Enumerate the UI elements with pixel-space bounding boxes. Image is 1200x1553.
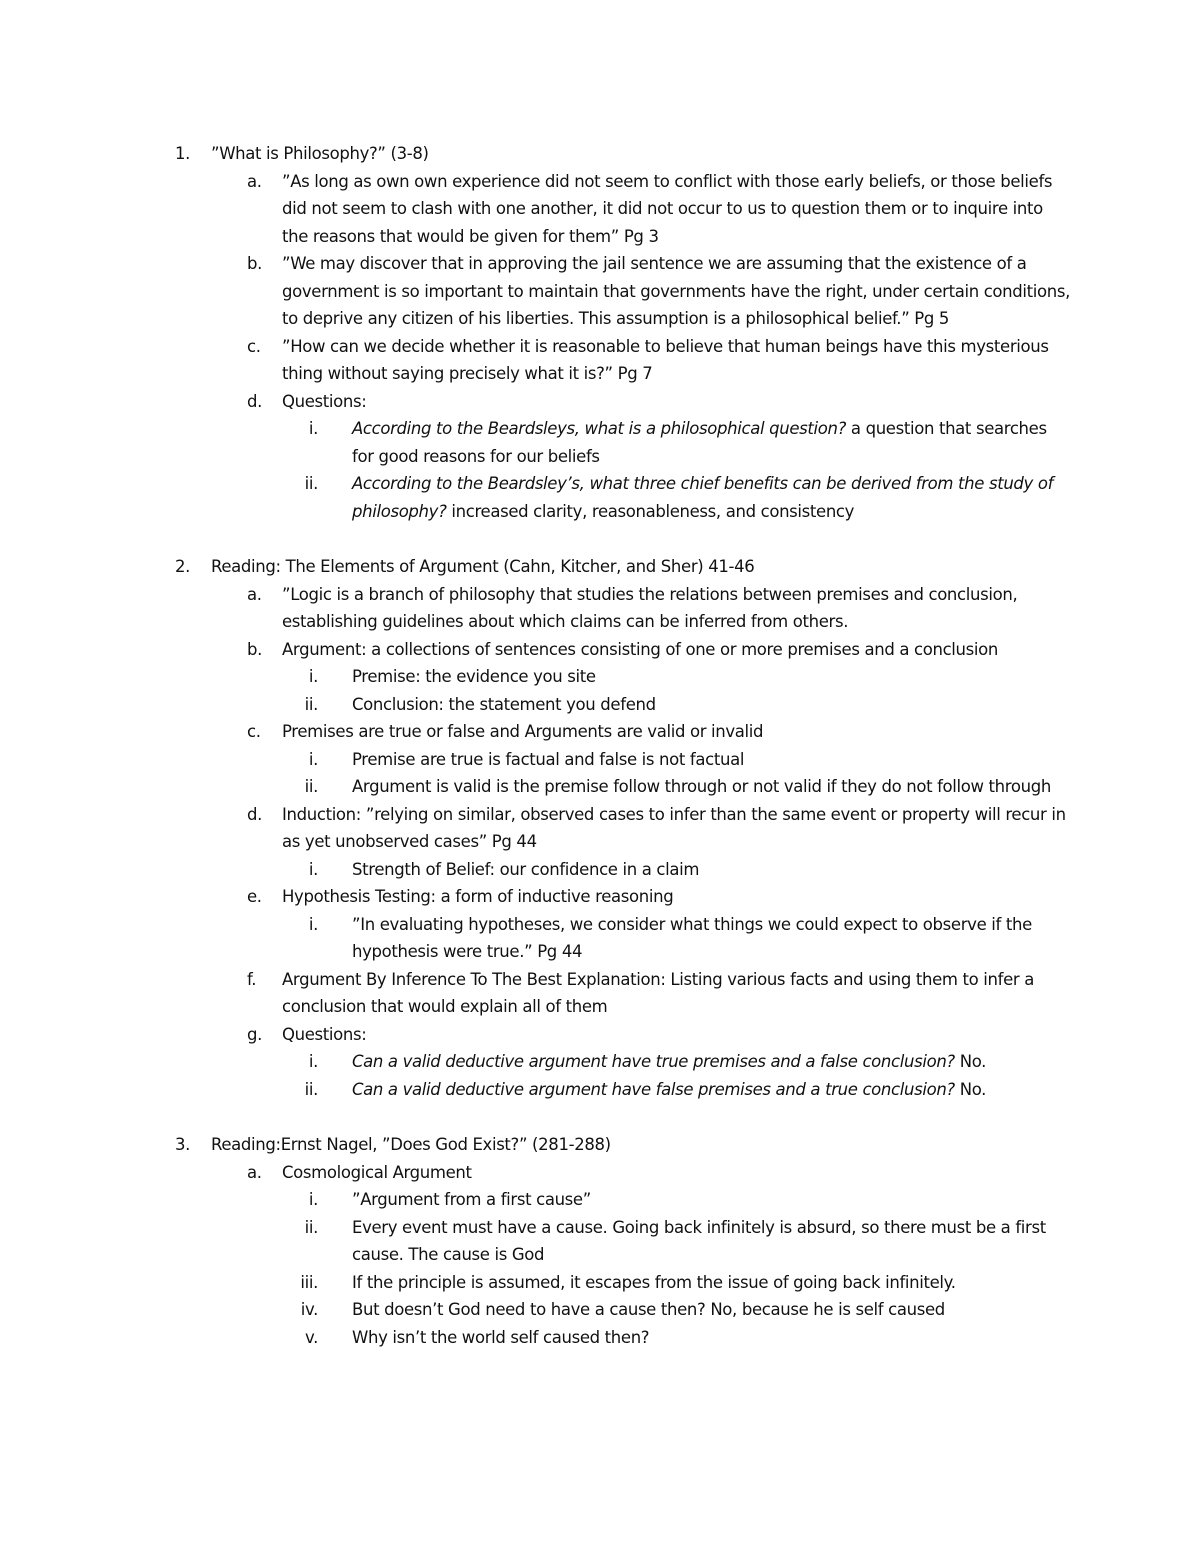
section-heading: [0, 140, 1200, 168]
sub-list-item: [0, 1048, 1200, 1076]
list-item-text: Argument By Inference To The Best Explanation: Listing various facts and using them to infer a conclusion that would explain all of them: [282, 969, 1034, 1016]
list-item-text: ”How can we decide whether it is reasonable to believe that human beings have this mysterious thing without saying precisely what it is?” Pg 7: [282, 336, 1049, 383]
list-marker: 3.: [175, 1135, 191, 1154]
list-item: [0, 636, 1200, 664]
list-item: [0, 388, 1200, 416]
list-item: [0, 250, 1200, 333]
list-marker: c.: [247, 722, 261, 741]
list-item-text: Cosmological Argument: [282, 1162, 472, 1182]
list-item-text: Premise: the evidence you site: [352, 667, 596, 686]
list-marker: iv.: [300, 1300, 318, 1319]
sub-list-item: [0, 746, 1200, 774]
question-text: Can a valid deductive argument have false premises and a true conclusion?: [352, 1079, 955, 1099]
list-marker: i.: [308, 914, 318, 934]
list-item-text: Strength of Belief: our confidence in a claim: [352, 859, 700, 879]
question-answer: [352, 470, 1072, 525]
list-item-text: Premise are true is factual and false is not factual: [352, 749, 745, 769]
list-item: [0, 1159, 1200, 1187]
question-text: According to the Beardsleys, what is a philosophical question?: [352, 419, 847, 438]
list-item-text: But doesn’t God need to have a cause then? No, because he is self caused: [352, 1300, 945, 1319]
list-item: [0, 801, 1200, 856]
list-marker: ii.: [304, 777, 318, 796]
list-item-text: Why isn’t the world self caused then?: [352, 1327, 650, 1347]
list-item: [0, 966, 1200, 1021]
list-item-text: ”Argument from a first cause”: [352, 1190, 591, 1209]
sub-list-item: [0, 773, 1200, 801]
question-answer: [352, 1048, 1072, 1076]
list-marker: f.: [247, 969, 257, 989]
list-item-text: Argument is valid is the premise follow through or not valid if they do not follow through: [352, 777, 1051, 796]
list-marker: ii.: [304, 1079, 318, 1099]
sub-list-item: [0, 691, 1200, 719]
question-answer: [352, 1076, 1072, 1104]
sub-list-item: [0, 415, 1200, 470]
list-item: [0, 168, 1200, 251]
section-title: Reading: The Elements of Argument (Cahn, Kitcher, and Sher) 41-46: [211, 557, 755, 576]
sub-list-item: [0, 1076, 1200, 1104]
section-title: Reading:Ernst Nagel, ”Does God Exist?” (281-288): [211, 1135, 611, 1154]
list-marker: c.: [247, 336, 261, 356]
sub-list-item: [0, 1324, 1200, 1352]
list-marker: b.: [247, 639, 263, 659]
sub-list-item: [0, 1214, 1200, 1269]
list-item-text: Premises are true or false and Arguments are valid or invalid: [282, 722, 764, 741]
answer-text: a question that searches for good reasons for our beliefs: [352, 419, 1047, 466]
section-heading: [0, 1131, 1200, 1159]
list-item-text: ”In evaluating hypotheses, we consider what things we could expect to observe if the hypothesis were true.” Pg 44: [352, 914, 1032, 961]
list-marker: g.: [247, 1024, 263, 1044]
list-item: [0, 883, 1200, 911]
list-marker: ii.: [304, 474, 318, 493]
list-marker: a.: [247, 1162, 262, 1182]
list-marker: v.: [304, 1327, 318, 1347]
section-spacer: [0, 525, 1200, 553]
list-item-text: ”As long as own own experience did not seem to conflict with those early beliefs, or those beliefs did not seem to clash with one another, it did not occur to us to question them or to inquire into the reasons that would be given for them” Pg 3: [282, 171, 1053, 246]
list-marker: iii.: [300, 1272, 318, 1292]
list-marker: a.: [247, 171, 262, 191]
list-item-text: Induction: ”relying on similar, observed cases to infer than the same event or property will recur in as yet unobserved cases” Pg 44: [282, 804, 1066, 851]
list-marker: ii.: [304, 1217, 318, 1237]
section-heading: [0, 553, 1200, 581]
section-spacer: [0, 1103, 1200, 1131]
notes-document: [0, 140, 1200, 1351]
list-marker: d.: [247, 391, 263, 411]
section-title: ”What is Philosophy?” (3-8): [211, 144, 429, 163]
list-marker: i.: [308, 749, 318, 769]
list-item: [0, 333, 1200, 388]
list-item-text: ”Logic is a branch of philosophy that studies the relations between premises and conclusion, establishing guidelines about which claims can be inferred from others.: [282, 584, 1018, 631]
list-item: [0, 581, 1200, 636]
list-marker: i.: [308, 419, 318, 438]
list-marker: i.: [308, 1190, 318, 1209]
list-marker: b.: [247, 254, 263, 273]
list-marker: 1.: [175, 144, 191, 163]
list-item-text: Hypothesis Testing: a form of inductive reasoning: [282, 887, 674, 906]
list-marker: d.: [247, 804, 263, 824]
answer-text: increased clarity, reasonableness, and consistency: [446, 501, 855, 521]
list-marker: a.: [247, 584, 262, 604]
list-item-text: ”We may discover that in approving the jail sentence we are assuming that the existence of a government is so important to maintain that governments have the right, under certain conditions, to deprive any citizen of his liberties. This assumption is a philosophical belief.” Pg 5: [282, 254, 1070, 328]
list-item-text: Every event must have a cause. Going back infinitely is absurd, so there must be a first cause. The cause is God: [352, 1217, 1046, 1264]
question-text: According to the Beardsley’s, what three chief benefits can be derived from the study of philosophy?: [352, 474, 1054, 521]
list-item: [0, 718, 1200, 746]
sub-list-item: [0, 911, 1200, 966]
sub-list-item: [0, 663, 1200, 691]
list-item-text: If the principle is assumed, it escapes from the issue of going back infinitely.: [352, 1272, 956, 1292]
list-marker: 2.: [175, 557, 191, 576]
list-item-text: Argument: a collections of sentences consisting of one or more premises and a conclusion: [282, 639, 998, 659]
list-item-text: Questions:: [282, 1024, 367, 1044]
sub-list-item: [0, 856, 1200, 884]
answer-text: No.: [954, 1052, 987, 1071]
list-marker: e.: [247, 887, 262, 906]
list-item-text: Questions:: [282, 391, 367, 411]
sub-list-item: [0, 1186, 1200, 1214]
question-answer: [352, 415, 1072, 470]
question-text: Can a valid deductive argument have true premises and a false conclusion?: [352, 1052, 955, 1071]
sub-list-item: [0, 1269, 1200, 1297]
list-marker: i.: [308, 667, 318, 686]
sub-list-item: [0, 470, 1200, 525]
list-item: [0, 1021, 1200, 1049]
answer-text: No.: [954, 1079, 987, 1099]
list-marker: i.: [308, 1052, 318, 1071]
list-item-text: Conclusion: the statement you defend: [352, 694, 656, 714]
list-marker: ii.: [304, 694, 318, 714]
list-marker: i.: [308, 859, 318, 879]
sub-list-item: [0, 1296, 1200, 1324]
